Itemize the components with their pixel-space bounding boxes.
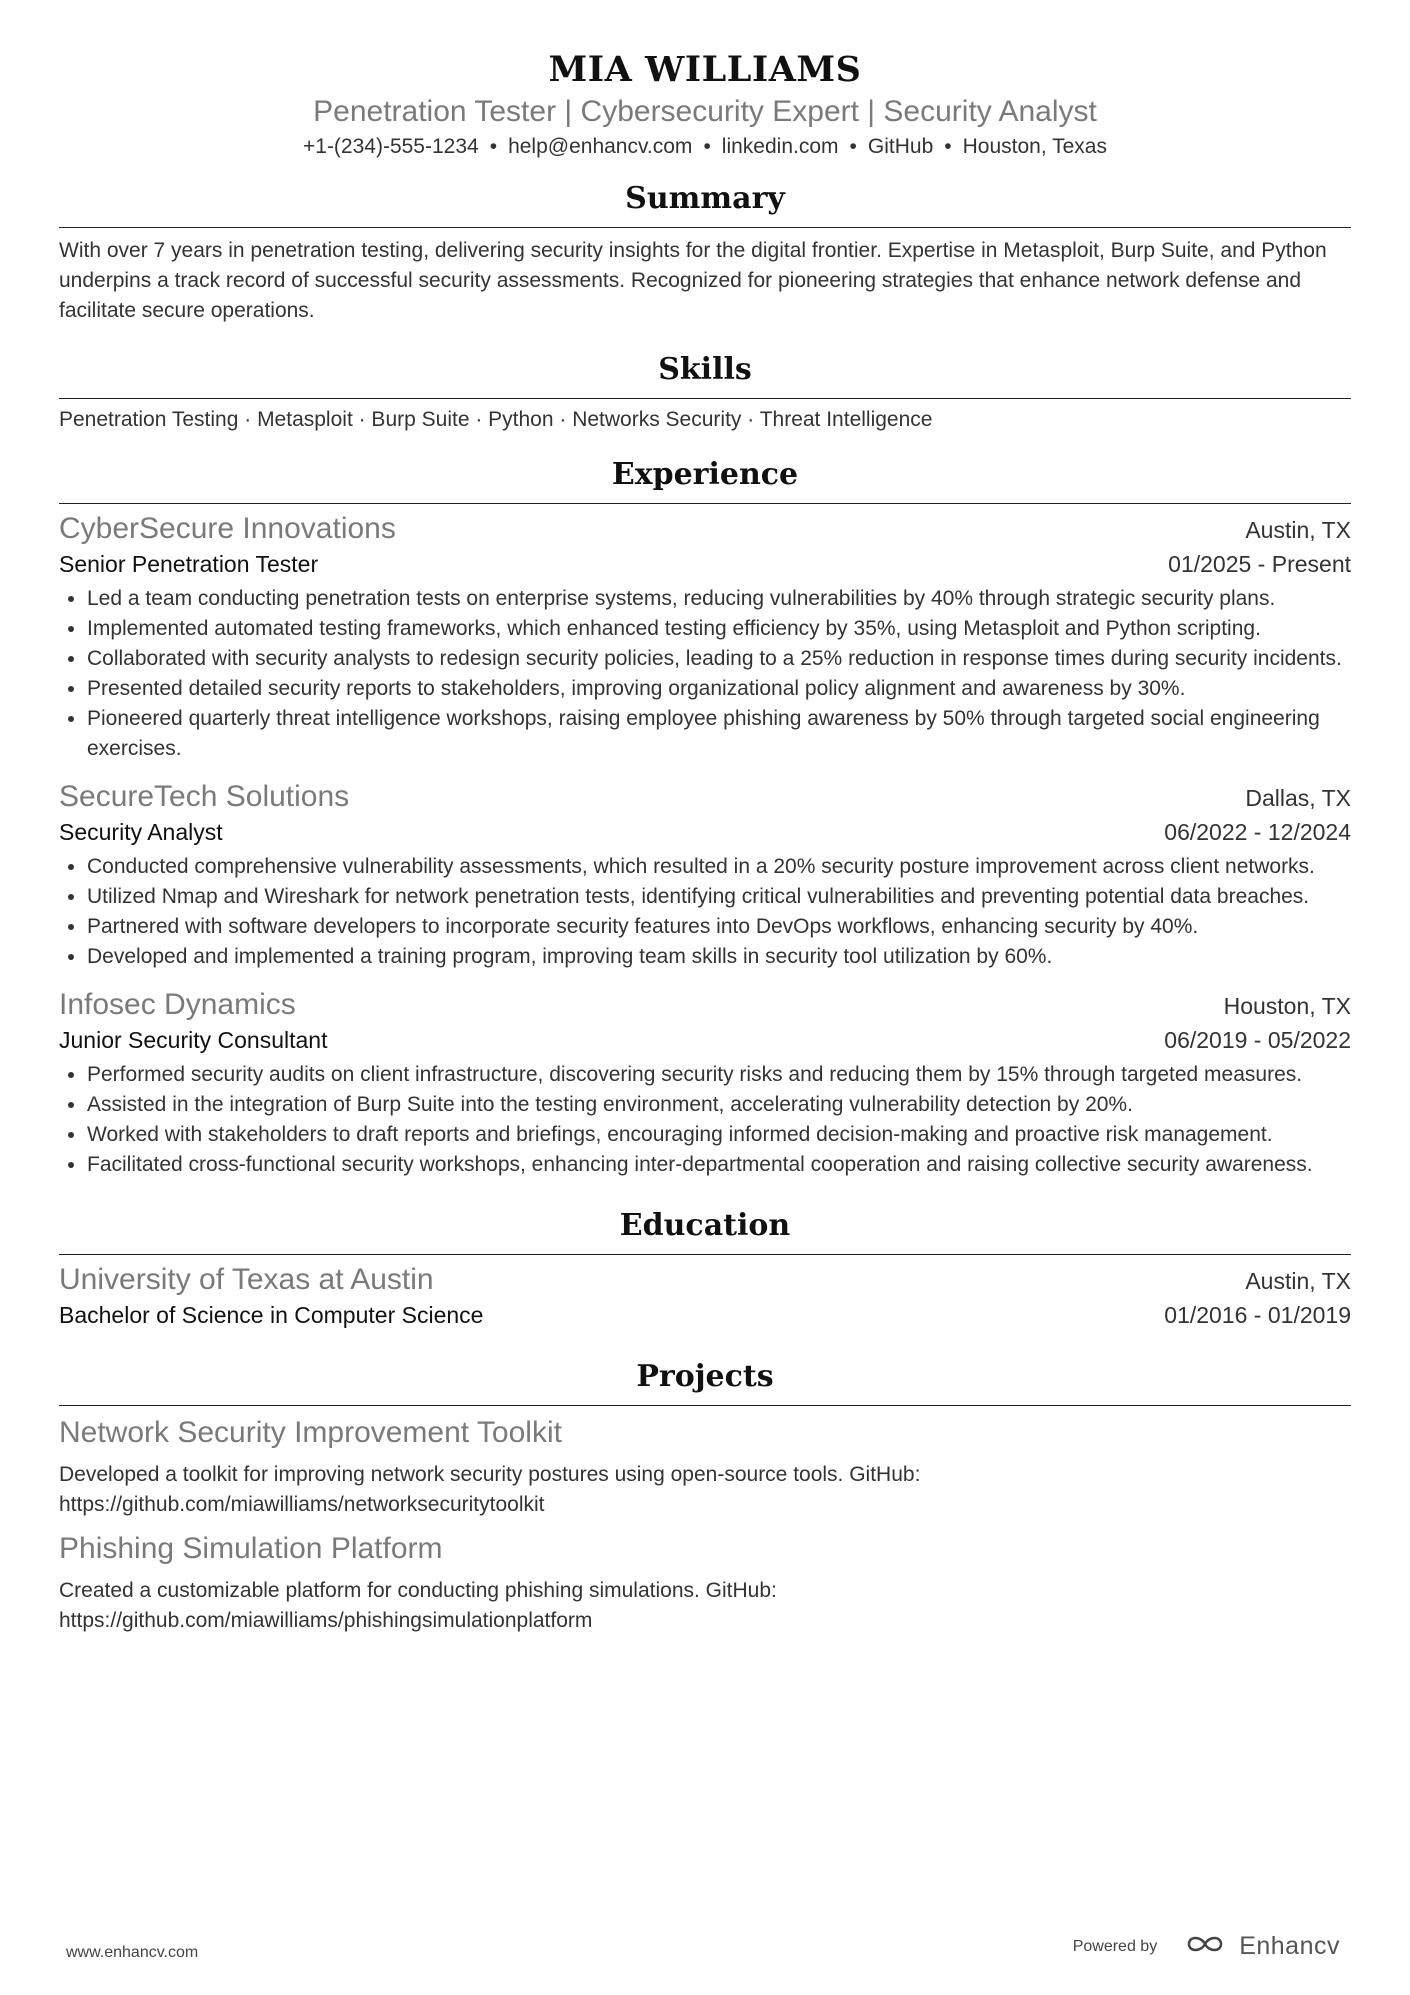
job-entry bbox=[59, 986, 1351, 1180]
education-section bbox=[59, 1206, 1351, 1331]
job-bullets bbox=[59, 852, 1351, 972]
job-role-row bbox=[59, 816, 1351, 848]
job-header-row bbox=[59, 986, 1351, 1024]
job-location: Dallas, TX bbox=[1245, 785, 1351, 811]
bullet-separator: • bbox=[489, 135, 498, 158]
candidate-name: MIA WILLIAMS bbox=[548, 49, 862, 90]
project-description bbox=[59, 1460, 1351, 1520]
job-bullet: • Collaborated with security analysts to redesign security policies, leading to a 25% reduction in response times during security incidents. bbox=[87, 644, 1351, 674]
education-heading: Education bbox=[59, 1206, 1351, 1255]
job-role: Security Analyst bbox=[59, 819, 223, 845]
job-bullets bbox=[59, 584, 1351, 764]
contact-phone: +1-(234)-555-1234 bbox=[303, 135, 479, 158]
education-header-row bbox=[59, 1261, 1351, 1299]
bullet-separator: • bbox=[703, 135, 711, 158]
bullet-separator: • bbox=[849, 135, 857, 158]
contact-github[interactable]: GitHub bbox=[867, 135, 934, 158]
job-bullets bbox=[59, 1060, 1351, 1180]
skills-heading: Skills bbox=[59, 350, 1351, 399]
projects-section bbox=[59, 1357, 1351, 1636]
bullet-separator: • bbox=[944, 135, 952, 158]
summary-heading: Summary bbox=[59, 179, 1351, 228]
job-bullet: • Facilitated cross-functional security workshops, enhancing inter-departmental cooperation and raising collective security awareness. bbox=[87, 1150, 1351, 1180]
summary-section bbox=[59, 179, 1351, 326]
skills-section bbox=[59, 350, 1351, 435]
job-bullet: • Pioneered quarterly threat intelligence workshops, raising employee phishing awareness by 50% through targeted social engineering exercises. bbox=[87, 704, 1351, 764]
project-entry bbox=[59, 1530, 1351, 1636]
job-bullet: • Partnered with software developers to incorporate security features into DevOps workflows, enhancing security by 40%. bbox=[87, 912, 1351, 942]
education-school: University of Texas at Austin bbox=[59, 1263, 434, 1296]
summary-text: With over 7 years in penetration testing, delivering security insights for the digital frontier. Expertise in Metasploit, Burp Suite, and Python underpins a track record of successful security assessments. Recognized for pioneering strategies that enhance network defense and facilitate secure operations. bbox=[59, 239, 1327, 322]
project-entry bbox=[59, 1414, 1351, 1520]
job-bullet: • Worked with stakeholders to draft reports and briefings, encouraging informed decision-making and proactive risk management. bbox=[87, 1120, 1351, 1150]
infinity-logo-icon bbox=[1183, 1932, 1227, 1961]
job-role-row bbox=[59, 1024, 1351, 1056]
education-entry bbox=[59, 1261, 1351, 1331]
education-degree: Bachelor of Science in Computer Science bbox=[59, 1302, 484, 1328]
job-dates: 01/2025 - Present bbox=[1168, 551, 1351, 577]
job-company: SecureTech Solutions bbox=[59, 780, 350, 813]
contact-line bbox=[0, 133, 1410, 161]
project-desc-text: Developed a toolkit for improving network security postures using open-source tools. GitHub: bbox=[59, 1463, 921, 1486]
resume-header bbox=[0, 0, 1410, 161]
footer-branding bbox=[1073, 1932, 1340, 1961]
job-company: Infosec Dynamics bbox=[59, 988, 296, 1021]
projects-heading: Projects bbox=[59, 1357, 1351, 1406]
education-degree-row bbox=[59, 1299, 1351, 1331]
project-link[interactable]: https://github.com/miawilliams/phishingsimulationplatform bbox=[59, 1609, 593, 1632]
project-description bbox=[59, 1576, 1351, 1636]
candidate-titles: Penetration Tester | Cybersecurity Expert | Security Analyst bbox=[313, 95, 1097, 128]
job-dates: 06/2022 - 12/2024 bbox=[1164, 819, 1351, 845]
education-dates: 01/2016 - 01/2019 bbox=[1164, 1302, 1351, 1328]
project-link[interactable]: https://github.com/miawilliams/networksecuritytoolkit bbox=[59, 1493, 545, 1516]
powered-by-label: Powered by bbox=[1072, 1937, 1158, 1955]
job-bullet: • Led a team conducting penetration tests on enterprise systems, reducing vulnerabilities by 40% through strategic security plans. bbox=[87, 584, 1351, 614]
job-dates: 06/2019 - 05/2022 bbox=[1164, 1027, 1351, 1053]
contact-email[interactable]: help@enhancv.com bbox=[508, 135, 693, 158]
project-desc-text: Created a customizable platform for conducting phishing simulations. GitHub: bbox=[59, 1579, 777, 1602]
experience-heading: Experience bbox=[59, 455, 1351, 504]
project-title: Phishing Simulation Platform bbox=[59, 1532, 443, 1565]
brand-wordmark[interactable]: Enhancv bbox=[1239, 1932, 1340, 1960]
education-location: Austin, TX bbox=[1245, 1268, 1351, 1294]
job-bullet: • Utilized Nmap and Wireshark for network penetration tests, identifying critical vulnerabilities and preventing potential data breaches. bbox=[87, 882, 1351, 912]
job-role: Senior Penetration Tester bbox=[59, 551, 319, 577]
contact-linkedin[interactable]: linkedin.com bbox=[721, 135, 839, 158]
job-bullet: • Conducted comprehensive vulnerability assessments, which resulted in a 20% security posture improvement across client networks. bbox=[87, 852, 1351, 882]
job-entry bbox=[59, 778, 1351, 972]
job-entry bbox=[59, 510, 1351, 764]
job-role-row bbox=[59, 548, 1351, 580]
job-bullet: • Presented detailed security reports to stakeholders, improving organizational policy alignment and awareness by 30%. bbox=[87, 674, 1351, 704]
experience-section bbox=[59, 455, 1351, 1180]
job-company: CyberSecure Innovations bbox=[59, 512, 396, 545]
job-location: Austin, TX bbox=[1245, 517, 1351, 543]
job-bullet: • Performed security audits on client infrastructure, discovering security risks and reducing them by 15% through targeted measures. bbox=[87, 1060, 1351, 1090]
project-title: Network Security Improvement Toolkit bbox=[59, 1416, 562, 1449]
job-location: Houston, TX bbox=[1223, 993, 1351, 1019]
footer-website[interactable]: www.enhancv.com bbox=[66, 1944, 199, 1961]
job-bullet: • Developed and implemented a training program, improving team skills in security tool utilization by 60%. bbox=[87, 942, 1351, 972]
job-header-row bbox=[59, 778, 1351, 816]
job-role: Junior Security Consultant bbox=[59, 1027, 328, 1053]
job-bullet: • Assisted in the integration of Burp Suite into the testing environment, accelerating vulnerability detection by 20%. bbox=[87, 1090, 1351, 1120]
job-header-row bbox=[59, 510, 1351, 548]
job-bullet: • Implemented automated testing frameworks, which enhanced testing efficiency by 35%, using Metasploit and Python scripting. bbox=[87, 614, 1351, 644]
contact-location: Houston, Texas bbox=[962, 135, 1107, 158]
skills-list: Penetration Testing · Metasploit · Burp Suite · Python · Networks Security · Threat Intelligence bbox=[59, 408, 933, 431]
